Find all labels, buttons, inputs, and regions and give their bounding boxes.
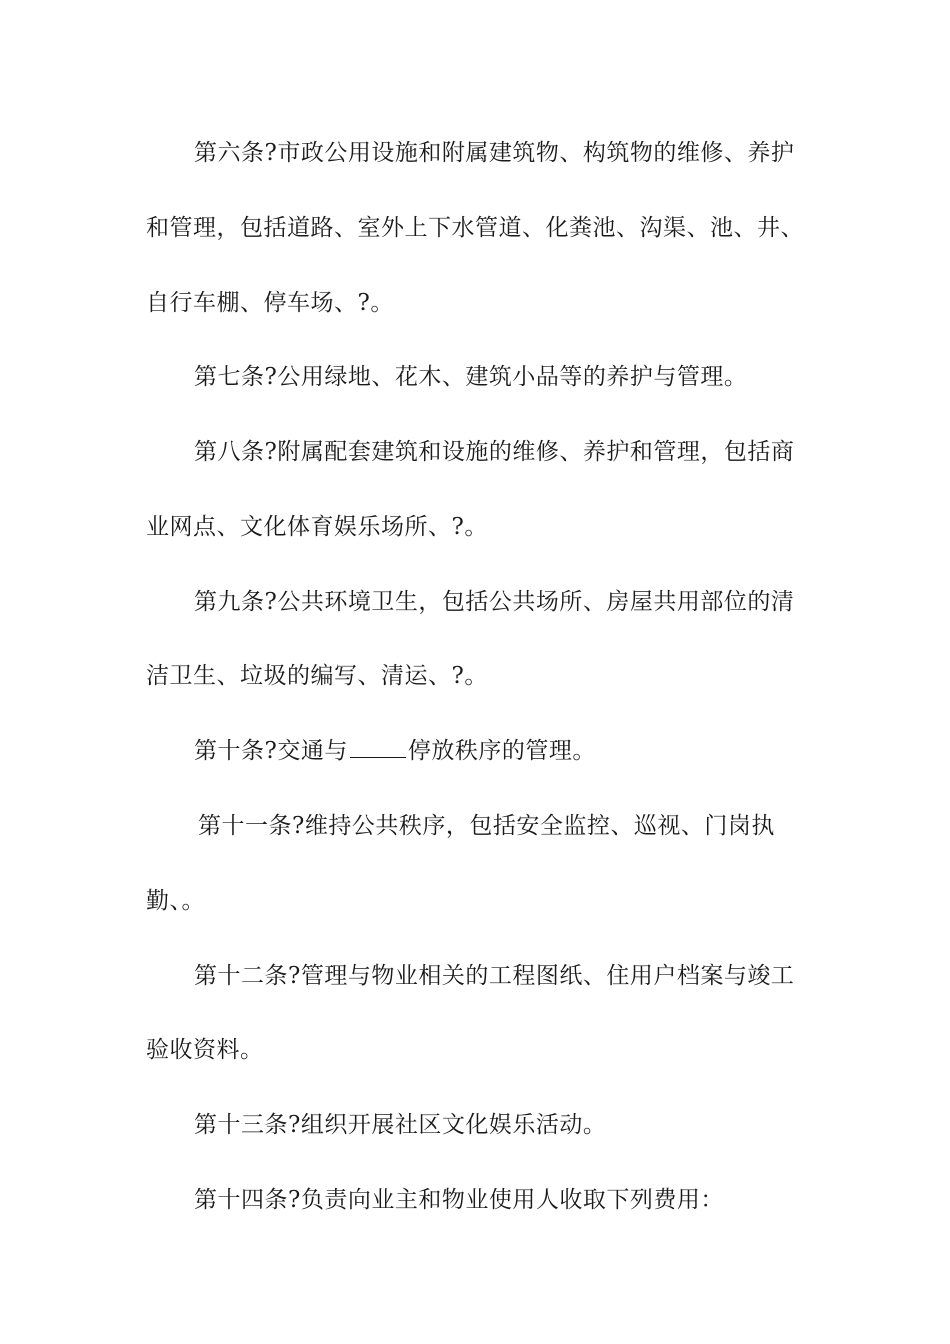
article-12-line-1: 第十二条?管理与物业相关的工程图纸、住用户档案与竣工 — [194, 963, 795, 989]
article-11-line-2: 勤、。 — [146, 888, 205, 914]
article-9-line-2: 洁卫生、垃圾的编写、清运、?。 — [146, 663, 488, 689]
article-6-line-3: 自行车棚、停车场、?。 — [146, 290, 394, 316]
article-8-line-2: 业网点、文化体育娱乐场所、?。 — [146, 514, 488, 540]
fill-in-blank — [350, 737, 406, 758]
article-9-line-1: 第九条?公共环境卫生，包括公共场所、房屋共用部位的清 — [194, 589, 795, 615]
article-12-line-2: 验收资料。 — [146, 1037, 264, 1063]
article-8-line-1: 第八条?附属配套建筑和设施的维修、养护和管理，包括商 — [194, 439, 795, 465]
article-6-line-2: 和管理，包括道路、室外上下水管道、化粪池、沟渠、池、井、 — [146, 215, 804, 241]
article-10-text-after: 停放秩序的管理。 — [407, 738, 596, 764]
article-10-line-1 — [194, 736, 596, 766]
article-6-line-1: 第六条?市政公用设施和附属建筑物、构筑物的维修、养护 — [194, 140, 795, 166]
article-13-line-1: 第十三条?组织开展社区文化娱乐活动。 — [194, 1112, 607, 1138]
article-7-line-1: 第七条?公用绿地、花木、建筑小品等的养护与管理。 — [194, 364, 748, 390]
article-14-line-1: 第十四条?负责向业主和物业使用人收取下列费用： — [194, 1187, 724, 1213]
article-10-text-before: 第十条?交通与 — [194, 738, 348, 764]
article-11-line-1: 第十一条?维持公共秩序，包括安全监控、巡视、门岗执 — [198, 813, 775, 839]
